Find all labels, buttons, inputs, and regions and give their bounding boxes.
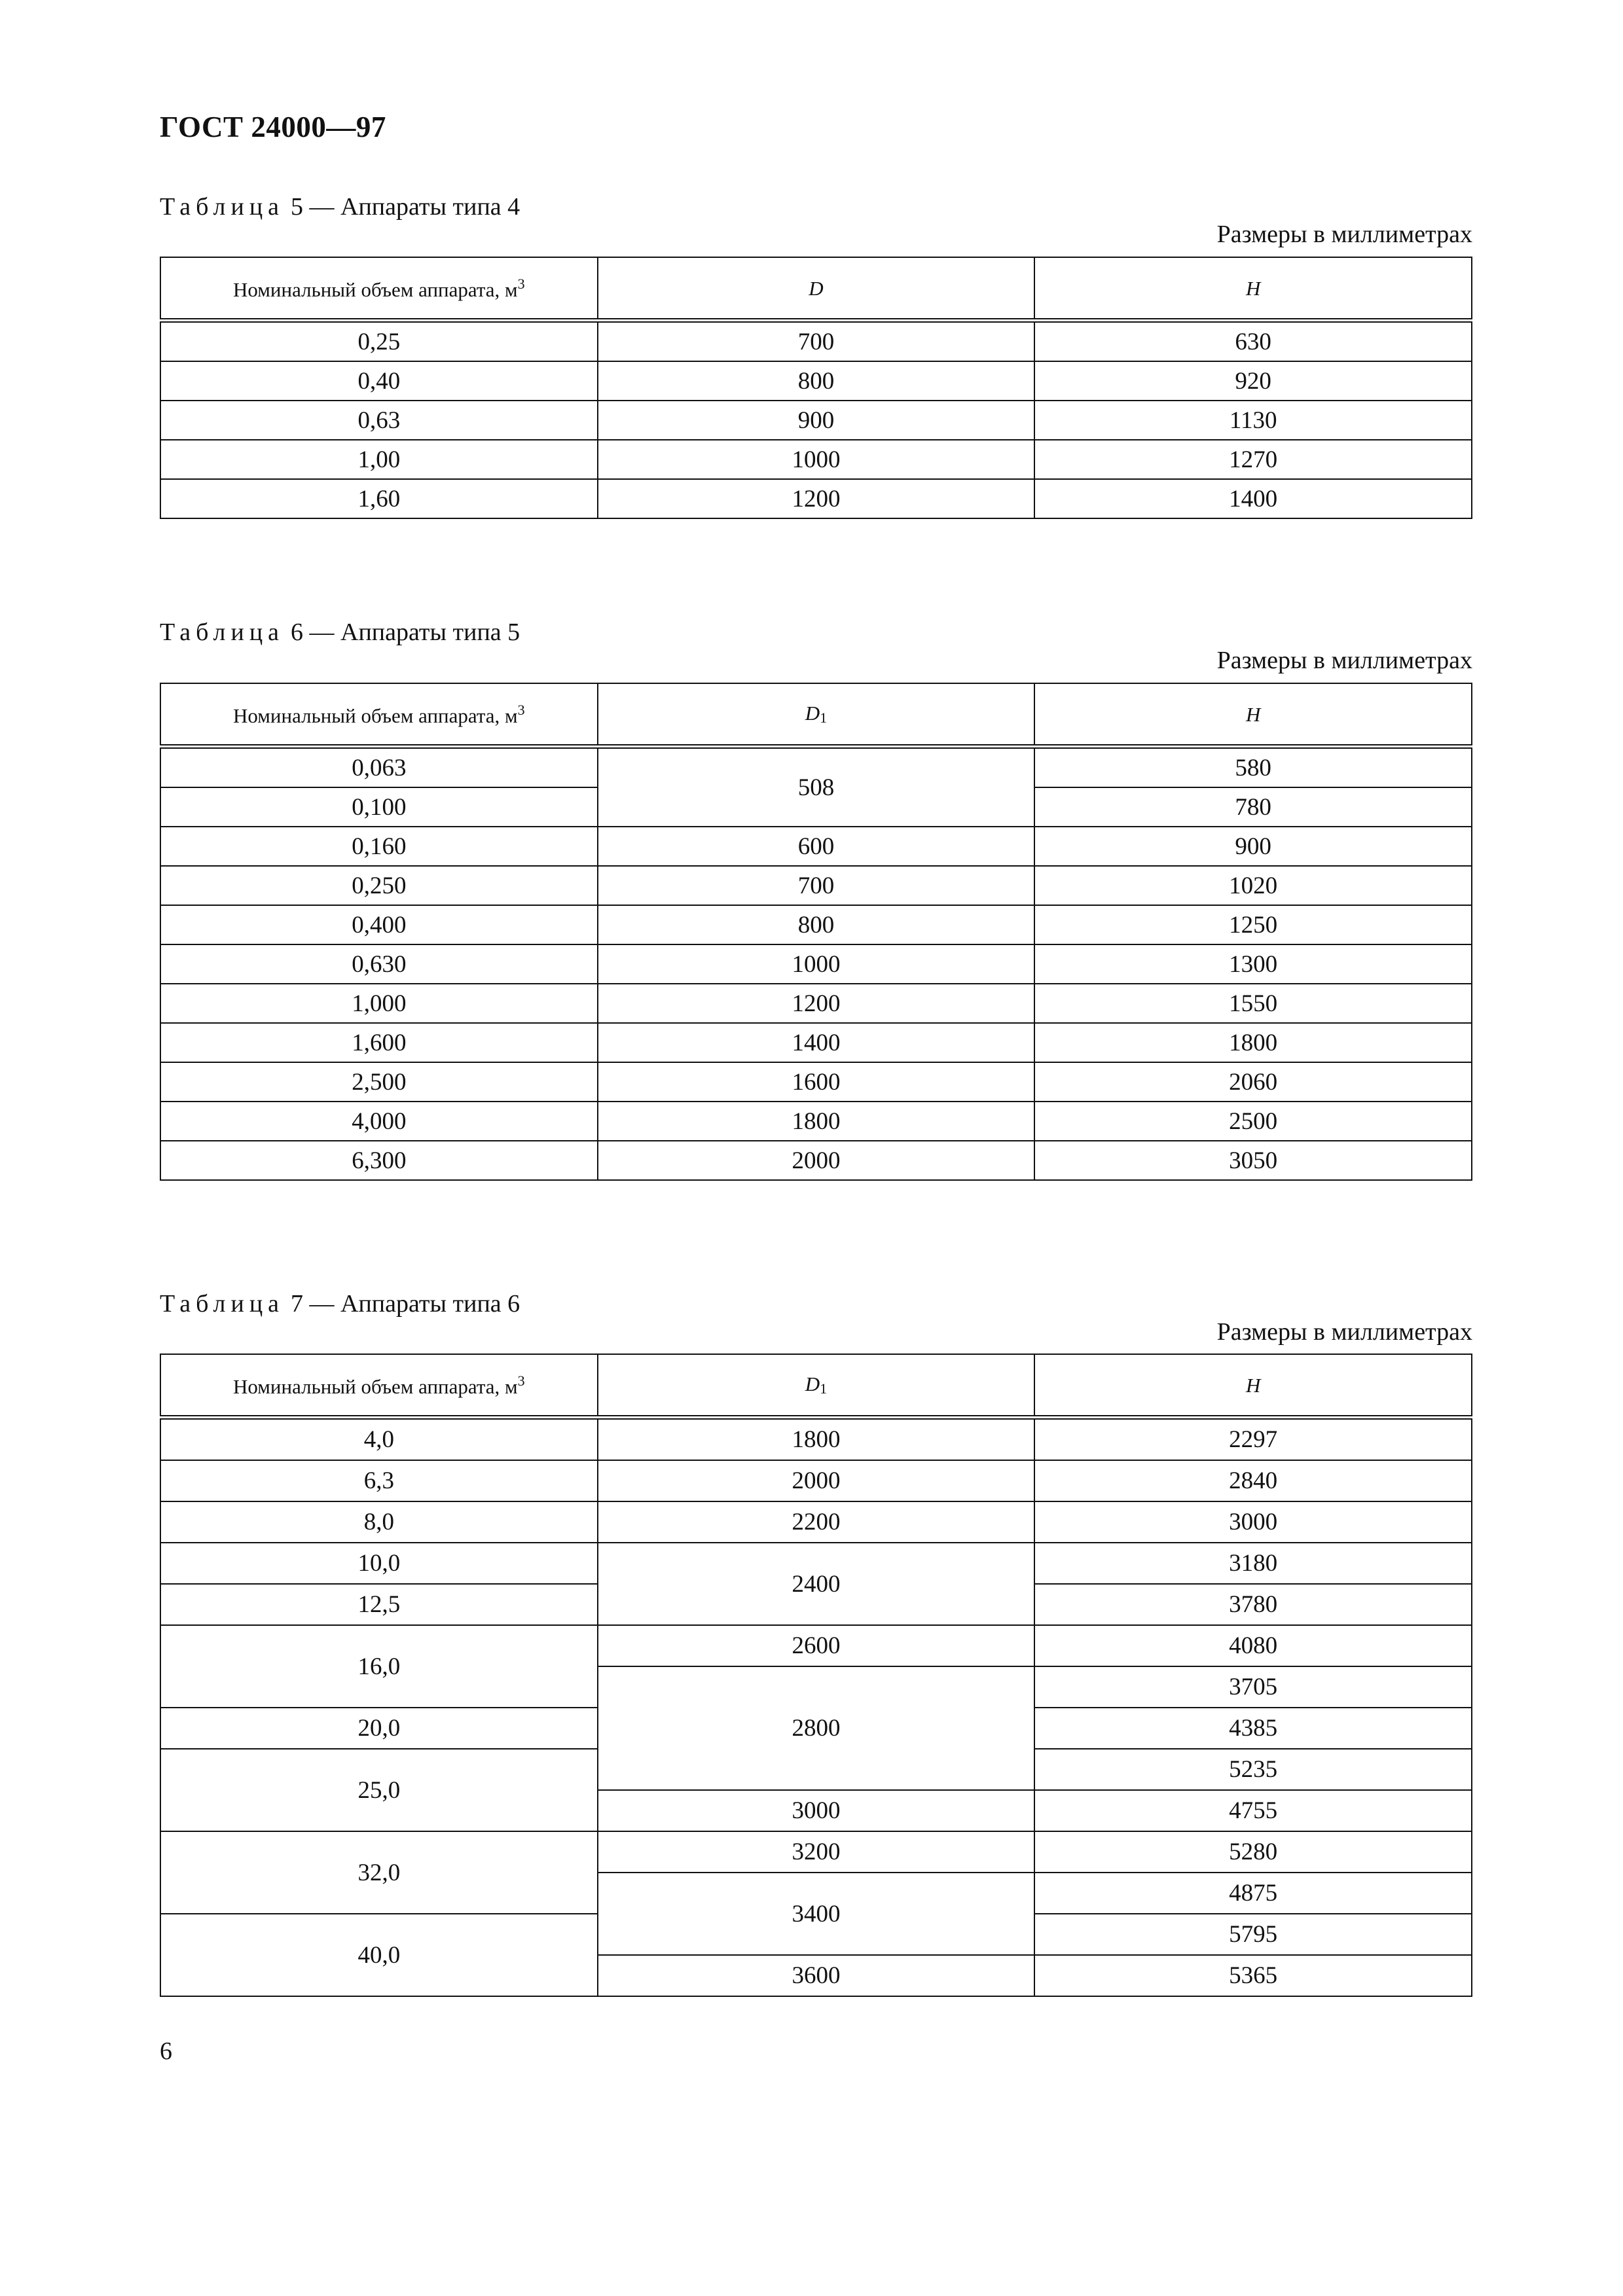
table-cell: 3705 [1034,1666,1472,1708]
table6-header-volume: Номинальный объем аппарата, $м^3$ [160,683,598,747]
table-cell: 3200 [598,1831,1035,1873]
table-cell: 2600 [598,1625,1035,1666]
table-cell: 700 [598,321,1035,362]
table-cell: 3000 [598,1790,1035,1831]
table-cell: 1,000 [160,984,598,1023]
table-cell: 920 [1034,361,1472,401]
table-cell: 1270 [1034,440,1472,479]
table-row [160,1102,1472,1141]
table-cell: 2000 [598,1460,1035,1501]
table5 [160,257,1472,519]
table-cell: 2400 [598,1543,1035,1625]
table-cell: 6,3 [160,1460,598,1501]
table-cell: 3000 [1034,1501,1472,1543]
table-cell: 900 [1034,827,1472,866]
table-row [160,479,1472,518]
table5-header-h: H [1034,257,1472,321]
table-cell: 1800 [1034,1023,1472,1062]
table-row [160,401,1472,440]
table-row [160,1418,1472,1461]
table-cell: 2840 [1034,1460,1472,1501]
table-cell: 0,100 [160,787,598,827]
table-cell: 1400 [598,1023,1035,1062]
table6-caption-text: 6 — Аппараты типа 5 [291,619,520,646]
table-cell: 2200 [598,1501,1035,1543]
table-cell: 10,0 [160,1543,598,1584]
table-row [160,1501,1472,1543]
table-cell: 2800 [598,1666,1035,1790]
table-cell: 5795 [1034,1914,1472,1955]
table-cell: 1000 [598,440,1035,479]
table5-header-d: D [598,257,1035,321]
table-row [160,1062,1472,1102]
table-cell: 1020 [1034,866,1472,905]
table-cell: 1200 [598,984,1035,1023]
table7-caption [160,1289,520,1318]
table7-units-note: Размеры в миллиметрах [1216,1318,1472,1346]
table-cell: 4,000 [160,1102,598,1141]
table-cell: 1600 [598,1062,1035,1102]
table7-header-volume: Номинальный объем аппарата, $м^3$ [160,1354,598,1418]
table-cell: 1200 [598,479,1035,518]
table-cell: 3050 [1034,1141,1472,1180]
table-row [160,1625,1472,1666]
table-cell: 4080 [1034,1625,1472,1666]
table-cell: 0,160 [160,827,598,866]
table-cell: 4875 [1034,1873,1472,1914]
table-cell: 0,400 [160,905,598,944]
table-cell: 25,0 [160,1749,598,1831]
table7-caption-word: Таблица [160,1290,285,1318]
table-row [160,827,1472,866]
table5-caption-text: 5 — Аппараты типа 4 [291,193,520,221]
table-cell: 4385 [1034,1708,1472,1749]
table6-units-note: Размеры в миллиметрах [1216,647,1472,674]
table-cell: 1,60 [160,479,598,518]
table7-header-d1: D1 [598,1354,1035,1418]
table-cell: 508 [598,747,1035,827]
table-cell: 1800 [598,1418,1035,1461]
table5-caption [160,192,520,221]
table-cell: 1000 [598,944,1035,984]
table-cell: 2060 [1034,1062,1472,1102]
table-cell: 5235 [1034,1749,1472,1790]
table-cell: 1550 [1034,984,1472,1023]
table-cell: 4,0 [160,1418,598,1461]
table-cell: 0,40 [160,361,598,401]
table-cell: 6,300 [160,1141,598,1180]
table-row [160,1543,1472,1584]
table6 [160,683,1472,1181]
table-cell: 0,063 [160,747,598,788]
table-cell: 20,0 [160,1708,598,1749]
table-cell: 0,63 [160,401,598,440]
table-cell: 2297 [1034,1418,1472,1461]
table-cell: 1250 [1034,905,1472,944]
table-cell: 8,0 [160,1501,598,1543]
table6-header-d1: D1 [598,683,1035,747]
table-cell: 800 [598,905,1035,944]
table-row [160,1460,1472,1501]
table-cell: 32,0 [160,1831,598,1914]
table-cell: 3600 [598,1955,1035,1996]
table5-caption-word: Таблица [160,193,285,221]
table-cell: 1,600 [160,1023,598,1062]
table-cell: 5365 [1034,1955,1472,1996]
table-cell: 780 [1034,787,1472,827]
table7-header-h: H [1034,1354,1472,1418]
table-cell: 0,250 [160,866,598,905]
table-row [160,1023,1472,1062]
table-cell: 2,500 [160,1062,598,1102]
table-row [160,984,1472,1023]
table-cell: 2500 [1034,1102,1472,1141]
table7 [160,1354,1472,1997]
table-cell: 40,0 [160,1914,598,1996]
table6-header-h: H [1034,683,1472,747]
table-cell: 800 [598,361,1035,401]
table-cell: 630 [1034,321,1472,362]
page-number: 6 [160,2037,172,2065]
table-cell: 12,5 [160,1584,598,1625]
table5-units-note: Размеры в миллиметрах [1216,221,1472,248]
document-header: ГОСТ 24000—97 [160,111,386,143]
table5-header-row [160,257,1472,321]
table-row [160,321,1472,362]
table-row [160,747,1472,788]
table-cell: 2000 [598,1141,1035,1180]
table-cell: 5280 [1034,1831,1472,1873]
table-cell: 16,0 [160,1625,598,1708]
table-cell: 1800 [598,1102,1035,1141]
table-row [160,866,1472,905]
table-cell: 900 [598,401,1035,440]
table-row [160,1141,1472,1180]
table-cell: 600 [598,827,1035,866]
table-row [160,440,1472,479]
table-cell: 4755 [1034,1790,1472,1831]
table-cell: 0,630 [160,944,598,984]
table-row [160,361,1472,401]
table-cell: 3400 [598,1873,1035,1955]
table-cell: 1130 [1034,401,1472,440]
table-cell: 1400 [1034,479,1472,518]
table6-caption [160,618,520,647]
table6-header-row [160,683,1472,747]
table7-header-row [160,1354,1472,1418]
table-cell: 580 [1034,747,1472,788]
table6-caption-word: Таблица [160,619,285,646]
table-cell: 700 [598,866,1035,905]
table-cell: 1300 [1034,944,1472,984]
table-cell: 1,00 [160,440,598,479]
table-cell: 3180 [1034,1543,1472,1584]
table-row [160,905,1472,944]
table5-header-volume: Номинальный объем аппарата, $м^3$ [160,257,598,321]
table7-caption-text: 7 — Аппараты типа 6 [291,1290,520,1318]
table-cell: 0,25 [160,321,598,362]
table-row [160,944,1472,984]
table-row [160,1831,1472,1873]
table-cell: 3780 [1034,1584,1472,1625]
